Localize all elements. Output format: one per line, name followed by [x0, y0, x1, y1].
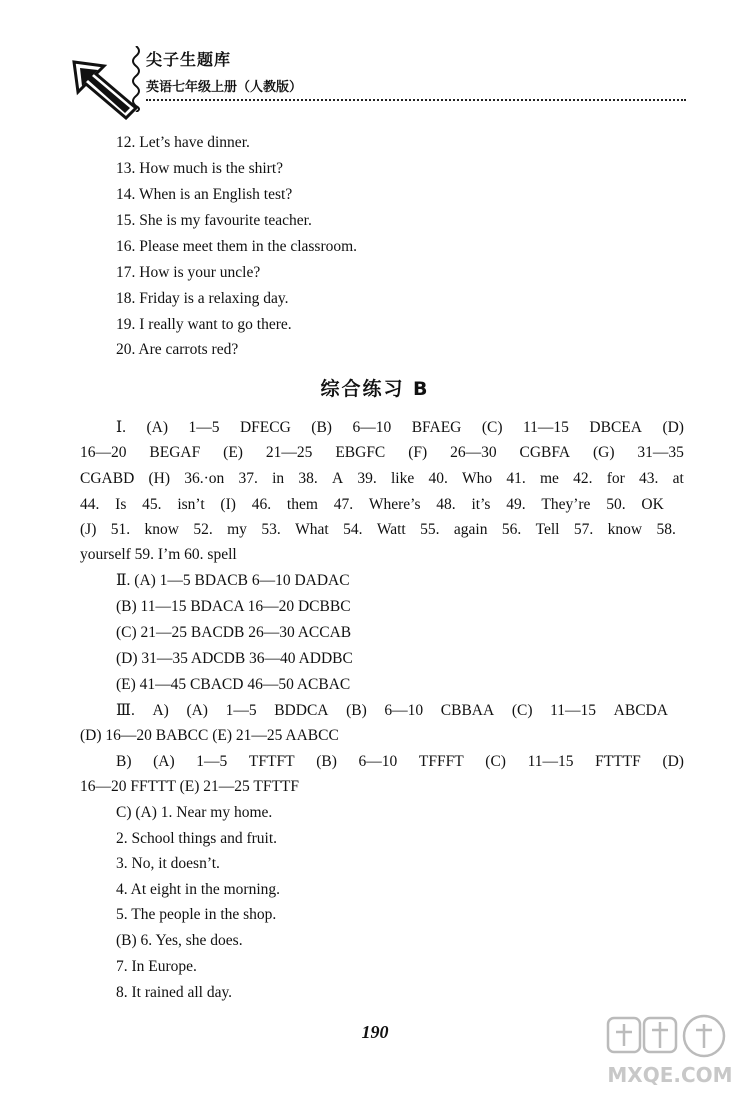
answer-line: 19. I really want to go there. [116, 316, 292, 333]
part3-line: Ⅲ. A) (A) 1—5 BDDCA (B) 6—10 CBBAA (C) 11—15 ABCDA [116, 702, 668, 719]
answer-line: 13. How much is the shirt? [116, 160, 284, 177]
part3-line: 8. It rained all day. [116, 984, 233, 1001]
part2-line: (B) 11—15 BDACA 16—20 DCBBC [116, 598, 351, 615]
part2-line: (E) 41—45 CBACD 46—50 ACBAC [116, 676, 351, 693]
part1-line: CGABD (H) 36.·on 37. in 38. A 39. like 40. Who 41. me 42. for 43. at [80, 470, 684, 487]
part3-line: (D) 16—20 BABCC (E) 21—25 AABCC [80, 727, 339, 744]
answer-line: 17. How is your uncle? [116, 264, 261, 281]
part3-line: 5. The people in the shop. [116, 906, 277, 923]
answer-line: 18. Friday is a relaxing day. [116, 290, 289, 307]
section-title: 综合练习 B [320, 378, 430, 400]
answer-line: 16. Please meet them in the classroom. [116, 238, 358, 255]
part3-line: 2. School things and fruit. [116, 830, 278, 847]
page-header [0, 0, 750, 110]
svg-text:MXQE.COM: MXQE.COM [607, 1063, 733, 1087]
part2-line: Ⅱ. (A) 1—5 BDACB 6—10 DADAC [116, 572, 350, 589]
book-title: 尖子生题库 [146, 50, 232, 69]
page-number: 190 [361, 1022, 389, 1042]
part1-line: Ⅰ. (A) 1—5 DFECG (B) 6—10 BFAEG (C) 11—15 DBCEA (D) [116, 419, 684, 436]
part1-line: 16—20 BEGAF (E) 21—25 EBGFC (F) 26—30 CGBFA (G) 31—35 [80, 444, 684, 461]
part3-line: 16—20 FFTTT (E) 21—25 TFTTF [80, 778, 300, 795]
part3-line: 4. At eight in the morning. [116, 881, 281, 898]
answer-line: 14. When is an English test? [116, 186, 293, 203]
part1-line: 44. Is 45. isn’t (I) 46. them 47. Where’s 48. it’s 49. They’re 50. OK [80, 496, 664, 513]
part1-line: (J) 51. know 52. my 53. What 54. Watt 55. again 56. Tell 57. know 58. [80, 521, 676, 538]
answer-line: 12. Let’s have dinner. [116, 134, 250, 151]
dotted-divider [146, 99, 686, 101]
part2-line: (D) 31—35 ADCDB 36—40 ADDBC [116, 650, 353, 667]
part3-line: 3. No, it doesn’t. [116, 855, 220, 872]
answer-line: 15. She is my favourite teacher. [116, 212, 312, 229]
book-subtitle: 英语七年级上册（人教版） [146, 80, 303, 95]
part3-line: 7. In Europe. [116, 958, 197, 975]
part3-line: (B) 6. Yes, she does. [116, 932, 243, 949]
answer-line: 20. Are carrots red? [116, 341, 239, 358]
watermark-logo [600, 1012, 740, 1092]
wave-divider-icon [130, 46, 142, 112]
part2-line: (C) 21—25 BACDB 26—30 ACCAB [116, 624, 352, 641]
part3-line: C) (A) 1. Near my home. [116, 804, 273, 821]
part3-line: B) (A) 1—5 TFTFT (B) 6—10 TFFFT (C) 11—15 FTTTF (D) [116, 753, 684, 770]
part1-line: yourself 59. I’m 60. spell [80, 546, 237, 563]
